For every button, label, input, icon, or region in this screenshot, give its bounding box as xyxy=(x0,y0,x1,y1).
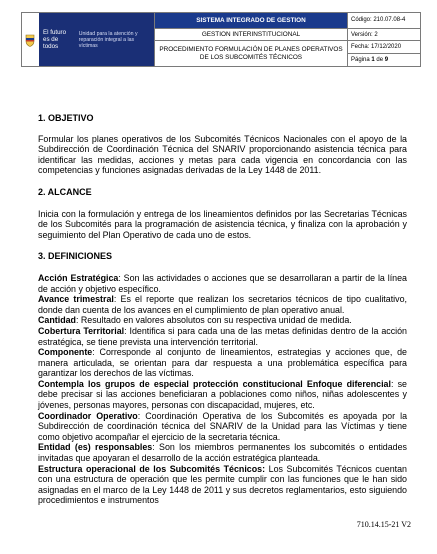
page-indicator xyxy=(348,54,421,67)
page-of: de xyxy=(374,57,385,64)
definition-term: Entidad (es) responsables xyxy=(38,442,153,453)
definition-item xyxy=(38,442,407,463)
system-title: SISTEMA INTEGRADO DE GESTION xyxy=(155,13,348,29)
document-header xyxy=(21,12,421,67)
logo-cell xyxy=(22,13,155,67)
definition-term: Cobertura Territorial xyxy=(38,325,125,336)
definition-text: : Coordinación Operativa de los Subcomités es apoyada por la Subdirección de coordinación técnica del SNARIV de la Unidad para las Víctimas y tiene como objetivo acompañar el ejercicio de la secretaria técnica. xyxy=(38,410,408,442)
definition-term: Contempla los grupos de especial protección constitucional Enfoque diferencial xyxy=(38,378,391,389)
definition-term: Acción Estratégica xyxy=(38,272,119,283)
definition-text: : Son los miembros permanentes los subcomités o entidades invitadas que apoyaran el desarrollo de la acción estratégica planteada. xyxy=(38,442,407,464)
definition-text: : se debe precisar si las acciones beneficiaran a poblaciones como niños, niñas adolescentes y jóvenes, personas mayores, personas con discapacidad, mujeres, etc. xyxy=(38,378,407,411)
definition-term: Componente xyxy=(38,347,93,358)
section-title-definiciones: 3. DEFINICIONES xyxy=(38,251,113,262)
management-name: GESTION INTERINSTITUCIONAL xyxy=(155,28,348,41)
definition-text: : Resultado en valores absolutos con su respectiva unidad de medida. xyxy=(75,315,352,326)
definition-item xyxy=(38,315,407,326)
logo-band xyxy=(39,13,154,66)
definition-text: : Es el reporte que realizan los secretarios técnicos de tipo cualitativo, donde dan cuenta de los avances en el cumplimiento de plan operativo anual. xyxy=(38,294,407,315)
definition-text: : Son las actividades o acciones que se desarrollaran a partir de la línea de acción y objetivo específico. xyxy=(38,272,407,294)
section-text-objetivo: Formular los planes operativos de los Subcomités Técnicos Nacionales con el apoyo de la Subdirección de Coordinación Técnica del SNARIV proporcionando asistencia técnica para identificar las medidas, acciones y metas para cada vigencia en concordancia con las competencias y funciones asignadas derivadas de la Ley 1448 de 2011. xyxy=(38,133,407,176)
definition-text: Los Subcomités Técnicos cuentan con una estructura de operación que les permite cumplir con las funciones que le han sido asignadas en el marco de la Ley 1448 de 2011 y sus decretos reglamentarios, esto siguiendo procedimientos e instrumentos xyxy=(38,463,407,506)
definition-item xyxy=(38,347,407,379)
colombia-crest-icon xyxy=(25,33,35,47)
definition-item xyxy=(38,273,407,294)
page-label: Página xyxy=(351,57,372,64)
page-total: 9 xyxy=(384,57,389,64)
section-title-objetivo: 1. OBJETIVO xyxy=(38,113,94,123)
definition-term: Estructura operacional de los Subcomités Técnicos: xyxy=(38,463,266,474)
doc-code: Código: 210.07.08-4 xyxy=(348,13,421,29)
definition-text: : Identifica si para cada una de las metas definidas dentro de la acción estratégica, se tiene prevista una intervención territorial. xyxy=(38,325,407,347)
document-body xyxy=(38,113,407,506)
definition-item xyxy=(38,326,407,347)
logo-unit-name: Unidad para la atención y reparación integral a las víctimas xyxy=(78,30,138,49)
doc-date: Fecha: 17/12/2020 xyxy=(348,41,421,54)
footer-code: 710.14.15-21 V2 xyxy=(356,520,411,529)
definition-term: Avance trimestral xyxy=(38,294,114,305)
definition-term: Cantidad xyxy=(38,315,76,326)
procedure-title: PROCEDIMIENTO FORMULACIÓN DE PLANES OPERATIVOS DE LOS SUBCOMITÉS TÉCNICOS xyxy=(155,41,348,67)
definition-term: Coordinador Operativo xyxy=(38,410,138,421)
logo-slogan: El futuro es de todos xyxy=(43,29,67,50)
definition-text: : Corresponde al conjunto de lineamientos, estrategias y acciones que, de manera articulada, se orientan para dar respuesta a una problemática específica para garantizar los derechos de las víctimas. xyxy=(38,347,407,379)
definition-item xyxy=(38,294,407,315)
definitions-list xyxy=(38,273,407,506)
doc-version: Versión: 2 xyxy=(348,28,421,41)
definition-item xyxy=(38,464,407,506)
section-title-alcance: 2. ALCANCE xyxy=(38,186,92,197)
definition-item xyxy=(38,379,407,411)
page-number: 1 xyxy=(371,57,375,64)
definition-item xyxy=(38,411,407,443)
section-text-alcance: Inicia con la formulación y entrega de los lineamientos definidos por las Secretarias Técnicas de los Subcomités para la programación de asistencia técnica, y finaliza con la aprobación y seguimiento del Plan Operativo de cada uno de estos. xyxy=(38,208,407,240)
